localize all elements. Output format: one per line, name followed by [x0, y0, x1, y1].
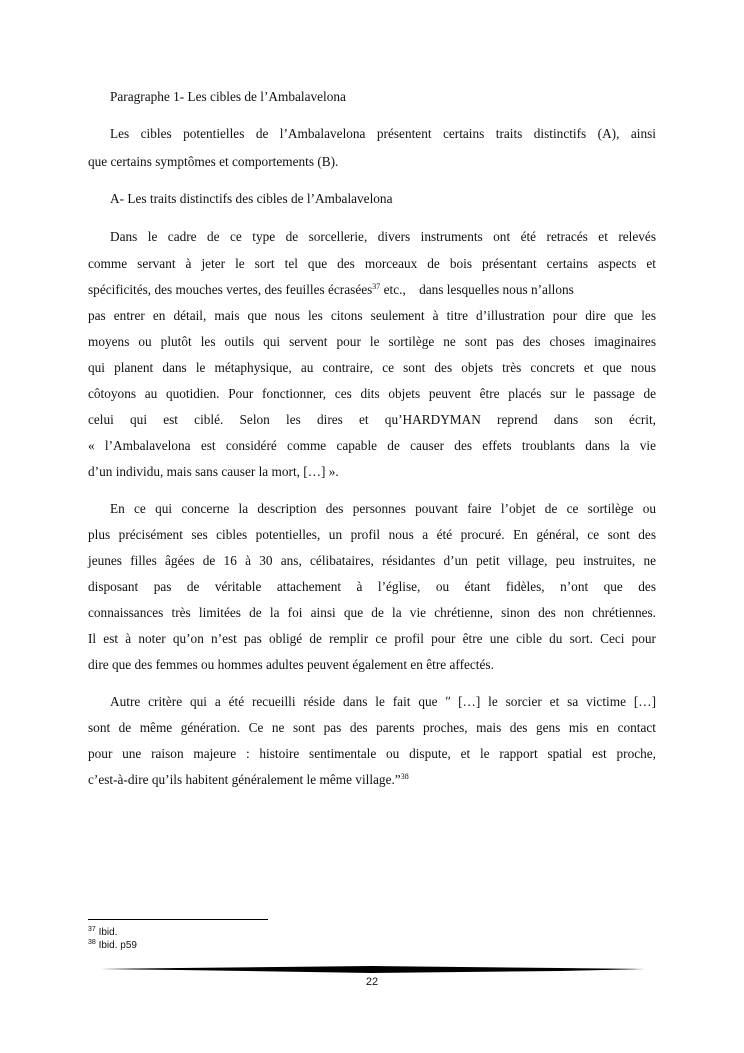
- footer-divider: [100, 963, 645, 975]
- body-line: dire que des femmes ou hommes adultes peuvent également en être affectés.: [88, 657, 494, 672]
- body-text: c’est-à-dire qu’ils habitent généralement le même village.”: [88, 772, 401, 787]
- footnote-number: 38: [88, 939, 96, 946]
- body-line: qui planent dans le métaphysique, au contraire, ce sont des objets très concrets et que nous: [88, 360, 656, 375]
- body-text: etc., dans lesquelles nous n’allons: [380, 282, 574, 297]
- body-line: pour une raison majeure : histoire sentimentale ou dispute, et le rapport spatial est proche,: [88, 746, 656, 761]
- footnote-text: Ibid.: [98, 927, 118, 938]
- footnote-number: 37: [88, 926, 96, 933]
- body-line: celui qui est ciblé. Selon les dires et qu’HARDYMAN reprend dans son écrit,: [88, 412, 656, 427]
- subsection-heading: A- Les traits distinctifs des cibles de l’Ambalavelona: [110, 191, 393, 206]
- page-number: 22: [365, 976, 379, 988]
- section-heading: Paragraphe 1- Les cibles de l’Ambalavelona: [110, 89, 346, 104]
- body-line: Il est à noter qu’on n’est pas obligé de remplir ce profil pour être une cible du sort. Ceci pour: [88, 631, 656, 646]
- footnote-ref: 38: [400, 772, 409, 781]
- body-line: « l’Ambalavelona est considéré comme capable de causer des effets troublants dans la vie: [88, 438, 656, 453]
- footnote-separator: [88, 919, 268, 920]
- body-line: moyens ou plutôt les outils qui servent pour le sortilège ne sont pas des choses imaginaires: [88, 334, 656, 349]
- footnote-text: Ibid. p59: [98, 940, 137, 951]
- intro-line: Les cibles potentielles de l’Ambalavelona présentent certains traits distinctifs (A), ainsi: [110, 126, 656, 141]
- body-line: Autre critère qui a été recueilli réside dans le fait que ʺ […] le sorcier et sa victime […]: [110, 694, 656, 709]
- body-line: côtoyons au quotidien. Pour fonctionner, ces dits objets peuvent être placés sur le passage de: [88, 386, 656, 401]
- body-line: plus précisément ses cibles potentielles, un profil nous a été procuré. En général, ce sont des: [88, 527, 656, 542]
- footnote: [88, 940, 137, 952]
- body-line: comme servant à jeter le sort tel que des morceaux de bois présentant certains aspects et: [88, 256, 656, 271]
- intro-line: que certains symptômes et comportements (B).: [88, 154, 339, 169]
- body-line: En ce qui concerne la description des personnes pouvant faire l’objet de ce sortilège ou: [110, 501, 656, 516]
- footnote-ref: 37: [372, 282, 381, 291]
- body-line: disposant pas de véritable attachement à l’église, ou étant fidèles, n’ont que des: [88, 579, 656, 594]
- body-line: [88, 281, 656, 299]
- body-line: sont de même génération. Ce ne sont pas des parents proches, mais des gens mis en contact: [88, 720, 656, 735]
- body-line: pas entrer en détail, mais que nous les citons seulement à titre d’illustration pour dire que les: [88, 308, 656, 323]
- body-line: [88, 771, 656, 789]
- footnote: [88, 927, 117, 939]
- body-line: jeunes filles âgées de 16 à 30 ans, célibataires, résidantes d’un petit village, peu instruites, ne: [88, 553, 656, 568]
- body-line: connaissances très limitées de la foi ainsi que de la vie chrétienne, sinon des non chrétiennes.: [88, 605, 656, 620]
- body-line: d’un individu, mais sans causer la mort, […] ».: [88, 464, 339, 479]
- body-text: spécificités, des mouches vertes, des feuilles écrasées: [88, 282, 373, 297]
- body-line: Dans le cadre de ce type de sorcellerie, divers instruments ont été retracés et relevés: [110, 229, 656, 244]
